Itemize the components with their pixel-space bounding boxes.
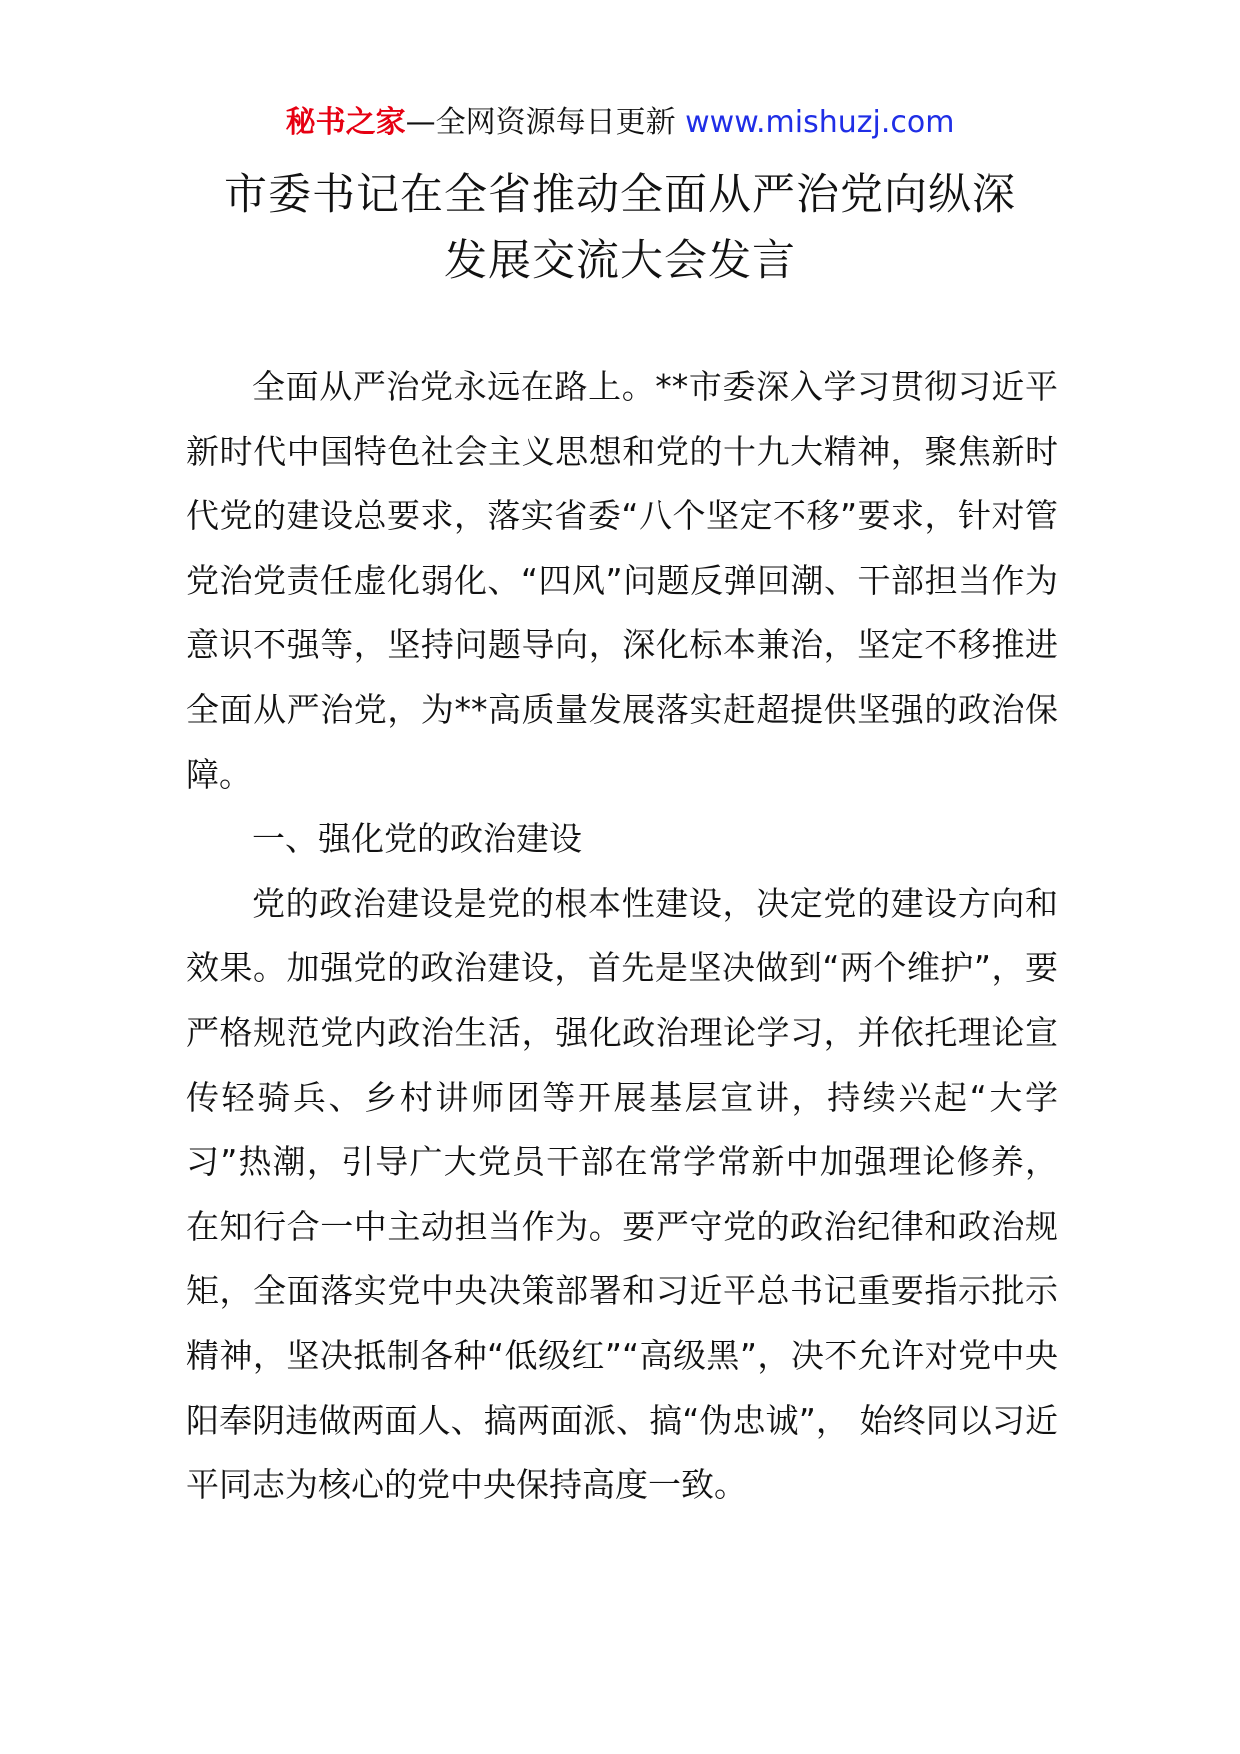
brand-name: 秘书之家	[285, 105, 406, 140]
document-body	[186, 355, 1058, 1518]
intro-paragraph: 全面从严治党永远在路上。**市委深入学习贯彻习近平新时代中国特色社会主义思想和党的十九大精神，聚焦新时代党的建设总要求，落实省委“八个坚定不移”要求，针对管党治党责任虚化弱化、“四风”问题反弹回潮、干部担当作为意识不强等，坚持问题导向，深化标本兼治，坚定不移推进全面从严治党，为**高质量发展落实赶超提供坚强的政治保障。	[186, 367, 1058, 794]
title-line-1: 市委书记在全省推动全面从严治党向纵深	[224, 170, 1016, 220]
header-tagline: —全网资源每日更新	[405, 105, 686, 140]
document-title	[180, 162, 1060, 294]
site-url-link[interactable]: www.mishuzj.com	[685, 105, 955, 140]
header-banner	[0, 100, 1240, 146]
section-1-paragraph: 党的政治建设是党的根本性建设，决定党的建设方向和效果。加强党的政治建设，首先是坚决做到“两个维护”，要严格规范党内政治生活，强化政治理论学习，并依托理论宣传轻骑兵、乡村讲师团等开展基层宣讲，持续兴起“大学习”热潮，引导广大党员干部在常学常新中加强理论修养，在知行合一中主动担当作为。要严守党的政治纪律和政治规矩，全面落实党中央决策部署和习近平总书记重要指示批示精神，坚决抵制各种“低级红”“高级黑”，决不允许对党中央阳奉阴违做两面人、搞两面派、搞“伪忠诚”， 始终同以习近平同志为核心的党中央保持高度一致。	[186, 883, 1058, 1505]
title-line-2: 发展交流大会发言	[444, 236, 796, 286]
section-heading-1: 一、强化党的政治建设	[252, 819, 582, 859]
